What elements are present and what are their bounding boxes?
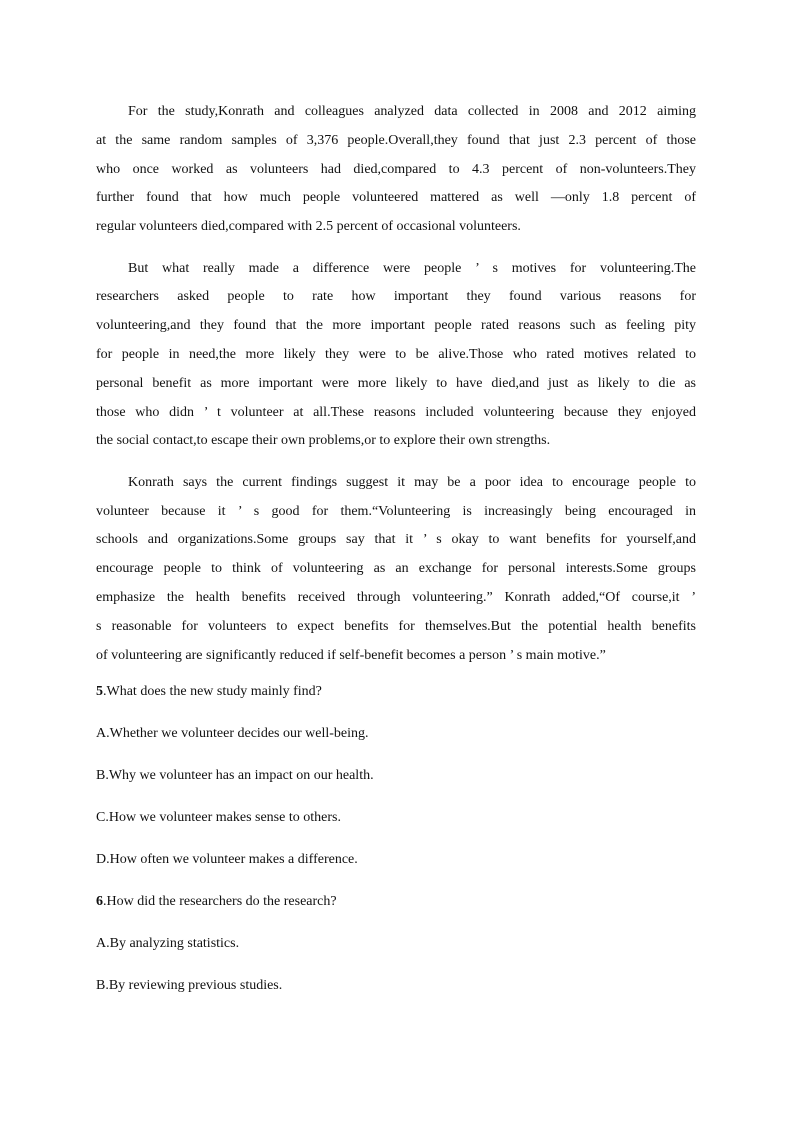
paragraph-line: encourage people to think of volunteering as an exchange for personal interests.Some groups bbox=[96, 561, 696, 577]
passage-paragraph-3 bbox=[96, 469, 696, 671]
question-5 bbox=[96, 683, 696, 701]
paragraph-line: But what really made a difference were people ’ s motives for volunteering.The bbox=[128, 260, 696, 276]
paragraph-line: schools and organizations.Some groups say that it ’ s okay to want benefits for yourself,and bbox=[96, 532, 696, 548]
paragraph-line: who once worked as volunteers had died,compared to 4.3 percent of non-volunteers.They bbox=[96, 161, 696, 177]
question-number: 5 bbox=[96, 683, 103, 699]
question-5-option-a: A.Whether we volunteer decides our well-being. bbox=[96, 725, 369, 741]
paragraph-line: For the study,Konrath and colleagues analyzed data collected in 2008 and 2012 aiming bbox=[128, 104, 696, 119]
paragraph-line: personal benefit as more important were more likely to have died,and just as likely to die as bbox=[96, 375, 696, 391]
question-5-option-d: D.How often we volunteer makes a difference. bbox=[96, 851, 358, 867]
paragraph-line: Konrath says the current findings suggest it may be a poor idea to encourage people to bbox=[128, 474, 696, 490]
paragraph-line: volunteering,and they found that the more important people rated reasons such as feeling pity bbox=[96, 318, 696, 334]
passage-paragraph-2 bbox=[96, 255, 696, 457]
question-6-option-a: A.By analyzing statistics. bbox=[96, 935, 240, 951]
paragraph-line: at the same random samples of 3,376 people.Overall,they found that just 2.3 percent of those bbox=[96, 132, 696, 148]
paragraph-line: of volunteering are significantly reduced if self-benefit becomes a person ’ s main motive.” bbox=[96, 647, 606, 663]
paragraph-line: those who didn ’ t volunteer at all.These reasons included volunteering because they enjoyed bbox=[96, 404, 696, 420]
paragraph-line: volunteer because it ’ s good for them.“Volunteering is increasingly being encouraged in bbox=[96, 503, 696, 519]
document-page bbox=[96, 98, 696, 1019]
passage-paragraph-1 bbox=[96, 98, 696, 242]
question-text: .How did the researchers do the research? bbox=[103, 893, 337, 909]
paragraph-line: researchers asked people to rate how important they found various reasons for bbox=[96, 289, 696, 305]
paragraph-line: emphasize the health benefits received through volunteering.” Konrath added,“Of course,it ’ bbox=[96, 589, 696, 605]
question-text: .What does the new study mainly find? bbox=[103, 683, 322, 699]
question-5-option-b: B.Why we volunteer has an impact on our health. bbox=[96, 767, 374, 783]
question-number: 6 bbox=[96, 893, 103, 909]
paragraph-line: further found that how much people volunteered mattered as well —only 1.8 percent of bbox=[96, 190, 696, 206]
question-5-option-c: C.How we volunteer makes sense to others. bbox=[96, 809, 341, 825]
paragraph-line: regular volunteers died,compared with 2.5 percent of occasional volunteers. bbox=[96, 219, 521, 235]
question-6 bbox=[96, 893, 696, 911]
question-6-option-b: B.By reviewing previous studies. bbox=[96, 977, 283, 993]
paragraph-line: s reasonable for volunteers to expect benefits for themselves.But the potential health benefits bbox=[96, 618, 696, 634]
paragraph-line: the social contact,to escape their own problems,or to explore their own strengths. bbox=[96, 433, 551, 449]
paragraph-line: for people in need,the more likely they were to be alive.Those who rated motives related to bbox=[96, 346, 696, 362]
